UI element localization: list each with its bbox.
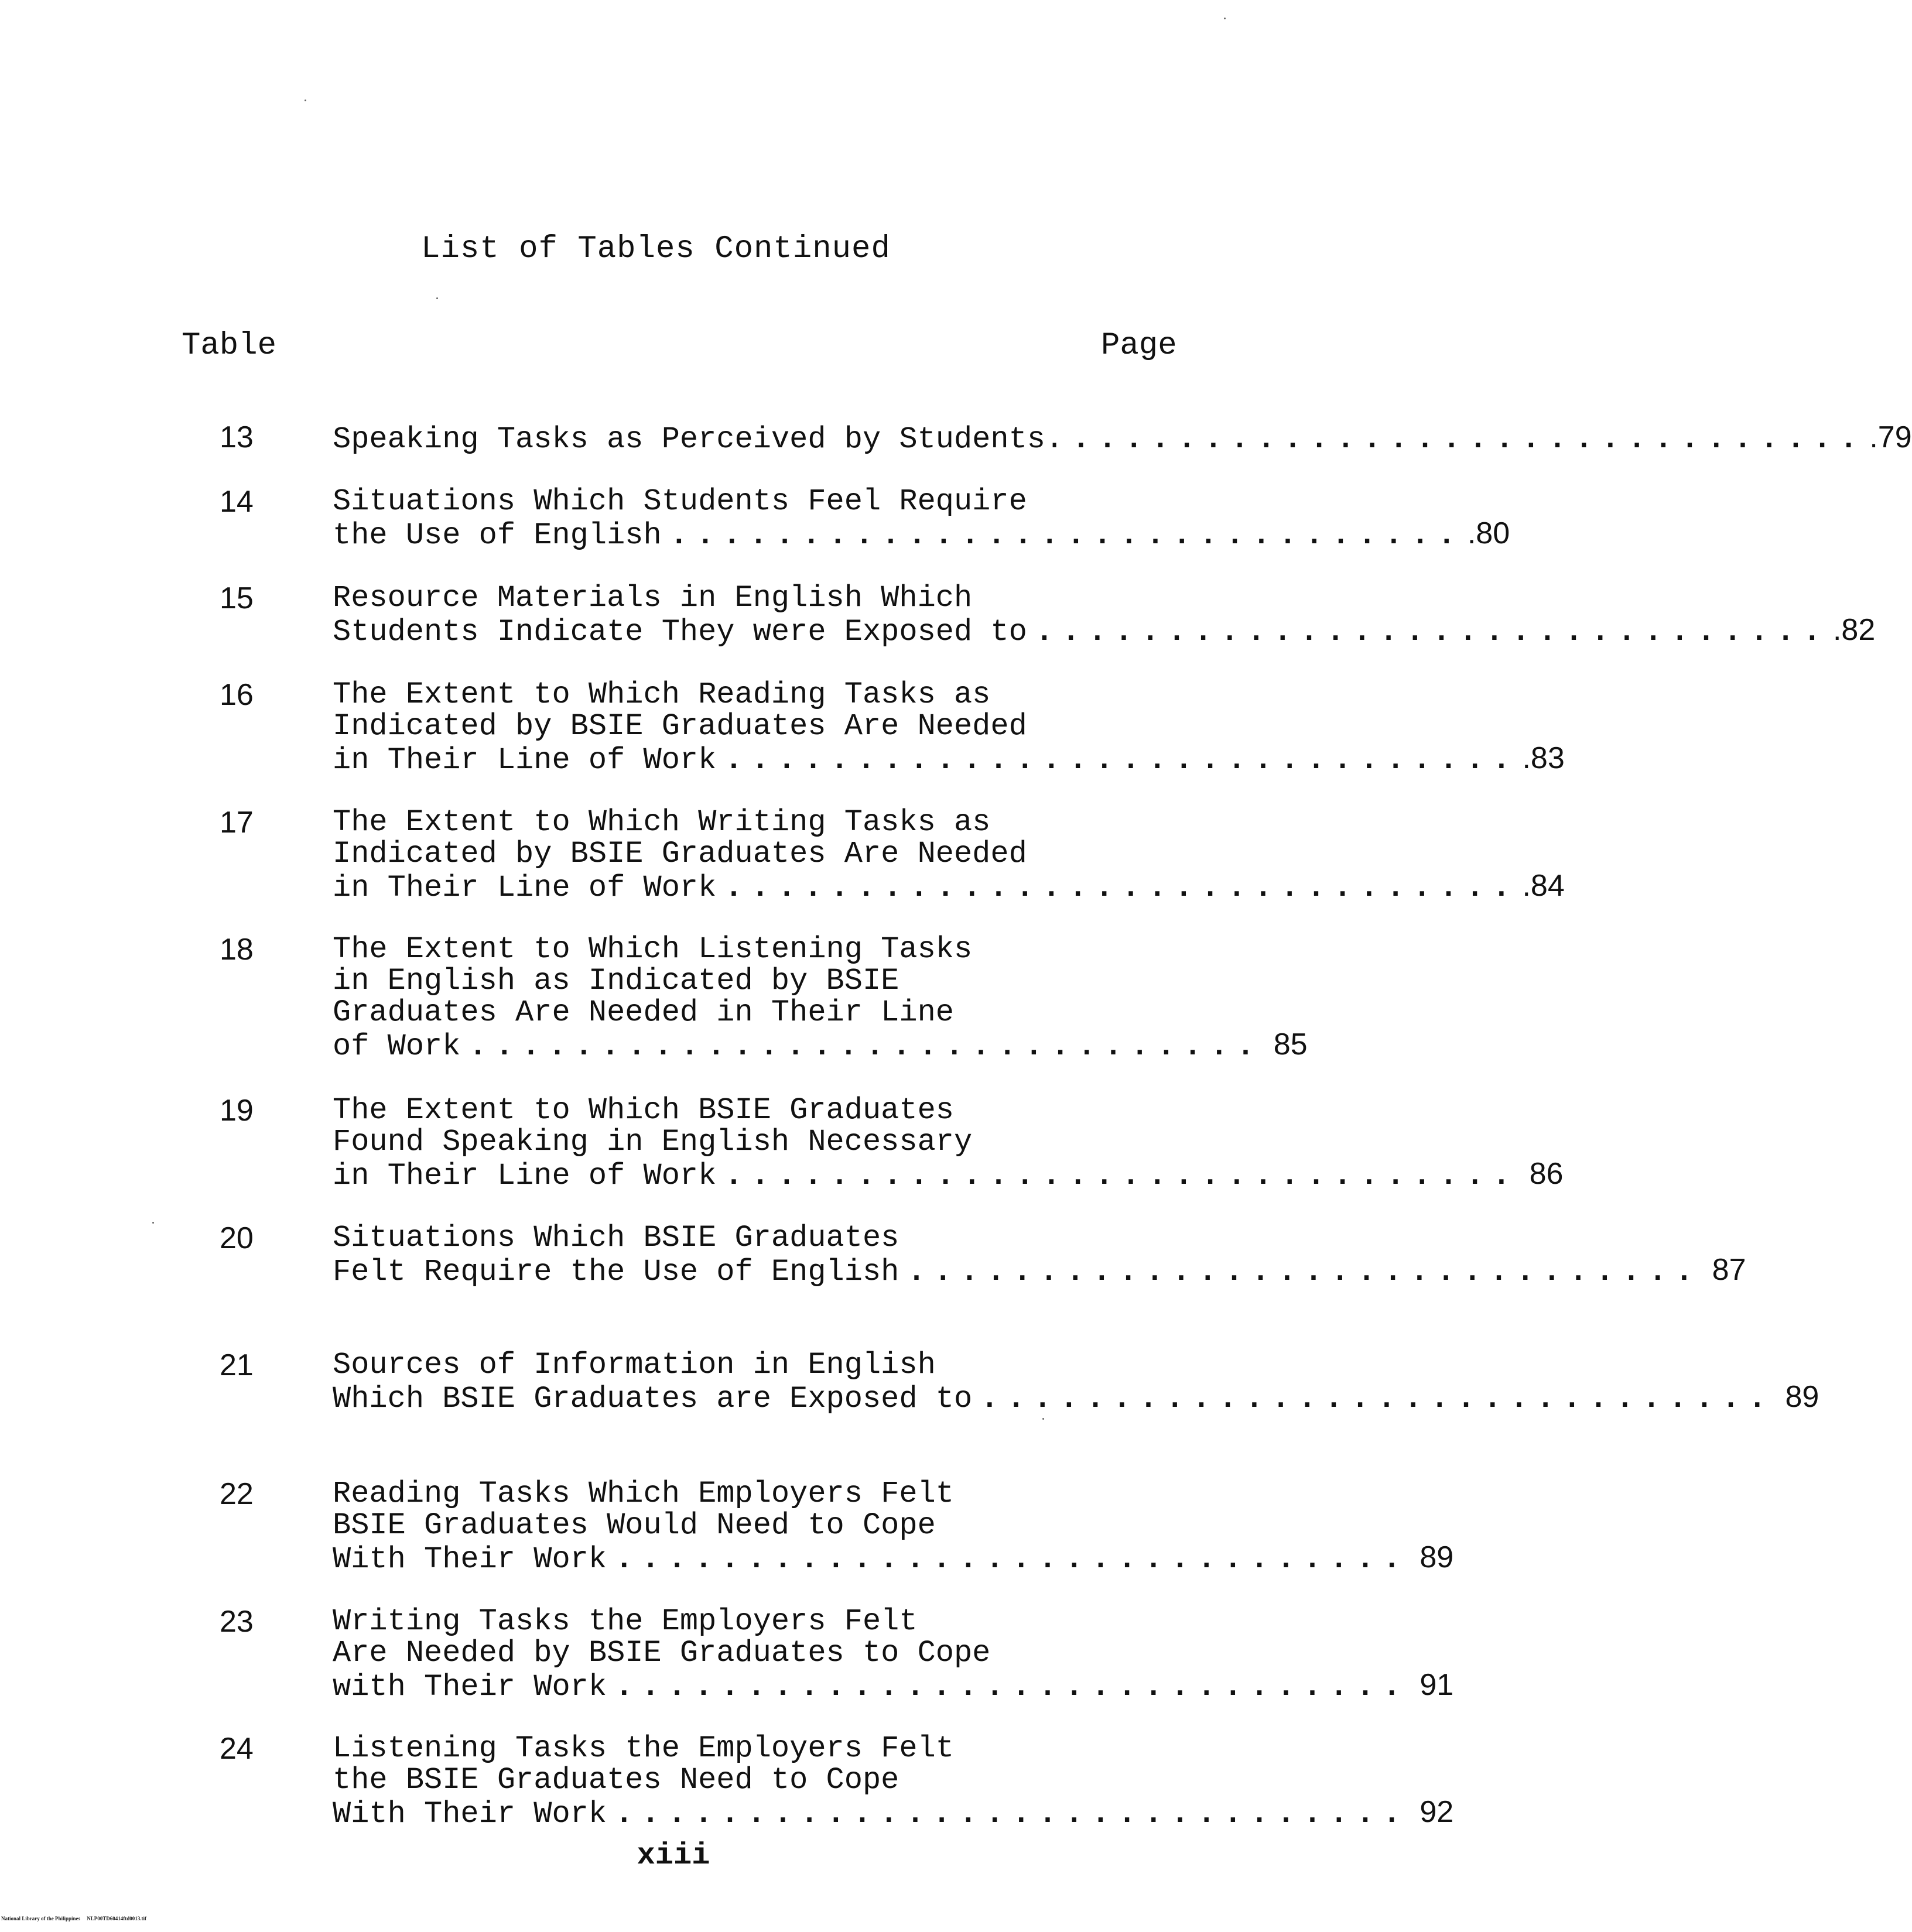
- title-line: Listening Tasks the Employers Felt: [333, 1731, 954, 1766]
- title-line: The Extent to Which Reading Tasks as: [333, 677, 991, 712]
- page-reference: 87: [1712, 1253, 1746, 1287]
- table-title: [333, 1477, 1454, 1577]
- page-reference: .83: [1522, 741, 1565, 775]
- title-line: Situations Which BSIE Graduates: [333, 1221, 899, 1255]
- toc-entry: [0, 581, 1876, 649]
- scan-speck: [1224, 18, 1226, 19]
- title-line: in English as Indicated by BSIE: [333, 964, 899, 998]
- page-reference: 89: [1785, 1380, 1819, 1414]
- title-last-line: [333, 420, 1912, 457]
- table-number: 16: [220, 678, 254, 712]
- title-line: the Use of English: [333, 518, 662, 553]
- table-title: [333, 805, 1565, 905]
- title-line: of Work: [333, 1029, 461, 1064]
- table-title: [333, 1221, 1746, 1289]
- toc-entry: [0, 934, 1335, 1063]
- table-number: 22: [220, 1477, 254, 1511]
- title-last-line: [333, 1253, 1746, 1289]
- table-number: 13: [220, 420, 254, 454]
- dot-leader: ..............................: [1035, 615, 1829, 649]
- dot-leader: ..............................: [907, 1255, 1702, 1289]
- library-stamp: National Library of the Philippines NLP00TD60414ftd0013.tif: [1, 1916, 147, 1921]
- table-column-heading: Table: [182, 328, 277, 364]
- page-title: List of Tables Continued: [421, 231, 891, 267]
- title-line: Graduates Are Needed in Their Line: [333, 995, 954, 1030]
- title-line: Indicated by BSIE Graduates Are Needed: [333, 709, 1027, 744]
- table-title: [333, 932, 1308, 1064]
- table-title: [333, 1348, 1819, 1416]
- title-line: BSIE Graduates Would Need to Cope: [333, 1508, 936, 1543]
- title-line: the BSIE Graduates Need to Cope: [333, 1763, 899, 1797]
- scan-speck: [305, 100, 306, 101]
- dot-leader: ..............................: [468, 1029, 1263, 1064]
- toc-entry: [0, 1477, 1454, 1577]
- table-number: 18: [220, 933, 254, 967]
- scan-speck: [1042, 1418, 1044, 1420]
- title-line: With Their Work: [333, 1797, 607, 1831]
- dot-leader: ..............................: [724, 743, 1519, 777]
- dot-leader: ..............................: [615, 1542, 1410, 1577]
- title-line: Are Needed by BSIE Graduates to Cope: [333, 1636, 991, 1670]
- table-number: 23: [220, 1605, 254, 1639]
- title-line: Which BSIE Graduates are Exposed to: [333, 1382, 973, 1416]
- title-line: With Their Work: [333, 1542, 607, 1577]
- page-reference: 91: [1420, 1668, 1454, 1702]
- scan-speck: [152, 1222, 154, 1224]
- title-line: Indicated by BSIE Graduates Are Needed: [333, 837, 1027, 871]
- page-column-heading: Page: [1101, 328, 1177, 364]
- table-number: 15: [220, 581, 254, 615]
- dot-leader: ..............................: [615, 1797, 1410, 1831]
- title-last-line: [333, 1668, 1454, 1704]
- table-number: 19: [220, 1094, 254, 1128]
- title-last-line: [333, 1380, 1819, 1416]
- toc-entry: [0, 420, 1912, 457]
- page-reference: .82: [1832, 613, 1876, 647]
- toc-entry: [0, 1093, 1564, 1193]
- title-last-line: [333, 741, 1565, 777]
- toc-entry: [0, 677, 1565, 777]
- toc-entry: [0, 1604, 1454, 1704]
- dot-leader: ..............................: [724, 871, 1519, 905]
- page-reference: 86: [1529, 1157, 1564, 1191]
- table-number: 24: [220, 1732, 254, 1766]
- table-number: 20: [220, 1221, 254, 1255]
- page-reference: 92: [1420, 1795, 1454, 1829]
- title-last-line: [333, 869, 1565, 905]
- table-title: [333, 581, 1876, 649]
- table-number: 17: [220, 806, 254, 840]
- title-line: Resource Materials in English Which: [333, 581, 973, 615]
- title-line: Reading Tasks Which Employers Felt: [333, 1477, 954, 1511]
- title-last-line: [333, 613, 1876, 649]
- title-line: Situations Which Students Feel Require: [333, 484, 1027, 519]
- table-title: [333, 677, 1565, 777]
- title-line: with Their Work: [333, 1670, 607, 1704]
- title-line: Sources of Information in English: [333, 1348, 936, 1382]
- toc-entry: [0, 1221, 1746, 1289]
- dot-leader: ..............................: [669, 518, 1464, 553]
- title-last-line: [333, 1795, 1454, 1831]
- toc-entry: [0, 484, 1510, 553]
- dot-leader: ..............................: [724, 1159, 1519, 1193]
- title-line: Writing Tasks the Employers Felt: [333, 1604, 918, 1639]
- dot-leader: ..............................: [980, 1382, 1775, 1416]
- title-line: The Extent to Which BSIE Graduates: [333, 1093, 954, 1128]
- title-line: The Extent to Which Writing Tasks as: [333, 805, 991, 840]
- page-reference: 85: [1273, 1027, 1308, 1061]
- title-last-line: [333, 1027, 1308, 1064]
- toc-entry: [0, 1731, 1454, 1831]
- title-line: Found Speaking in English Necessary: [333, 1125, 973, 1159]
- title-line: in Their Line of Work: [333, 871, 717, 905]
- table-title: [333, 420, 1912, 457]
- title-line: in Their Line of Work: [333, 743, 717, 777]
- title-line: in Their Line of Work: [333, 1159, 717, 1193]
- dot-leader: ..............................: [1072, 422, 1866, 457]
- table-title: [333, 484, 1510, 553]
- page-reference: 89: [1420, 1540, 1454, 1574]
- dot-leader: ..............................: [615, 1670, 1410, 1704]
- table-title: [333, 1093, 1564, 1193]
- page-reference: .79: [1869, 420, 1912, 454]
- table-title: [333, 1731, 1454, 1831]
- page-number: xiii: [637, 1838, 710, 1873]
- title-line: Felt Require the Use of English: [333, 1255, 899, 1289]
- title-line: Speaking Tasks as Perceived by Students.: [333, 422, 1064, 457]
- page-reference: .84: [1522, 869, 1565, 903]
- table-number: 14: [220, 485, 254, 519]
- toc-entry: [0, 805, 1565, 905]
- scan-speck: [436, 297, 438, 299]
- title-line: The Extent to Which Listening Tasks: [333, 932, 973, 967]
- title-last-line: [333, 516, 1510, 553]
- toc-entry: [0, 1348, 1819, 1416]
- title-line: Students Indicate They were Exposed to: [333, 615, 1027, 649]
- title-last-line: [333, 1540, 1454, 1577]
- title-last-line: [333, 1157, 1564, 1193]
- table-title: [333, 1604, 1454, 1704]
- table-number: 21: [220, 1348, 254, 1382]
- page-reference: .80: [1467, 516, 1510, 550]
